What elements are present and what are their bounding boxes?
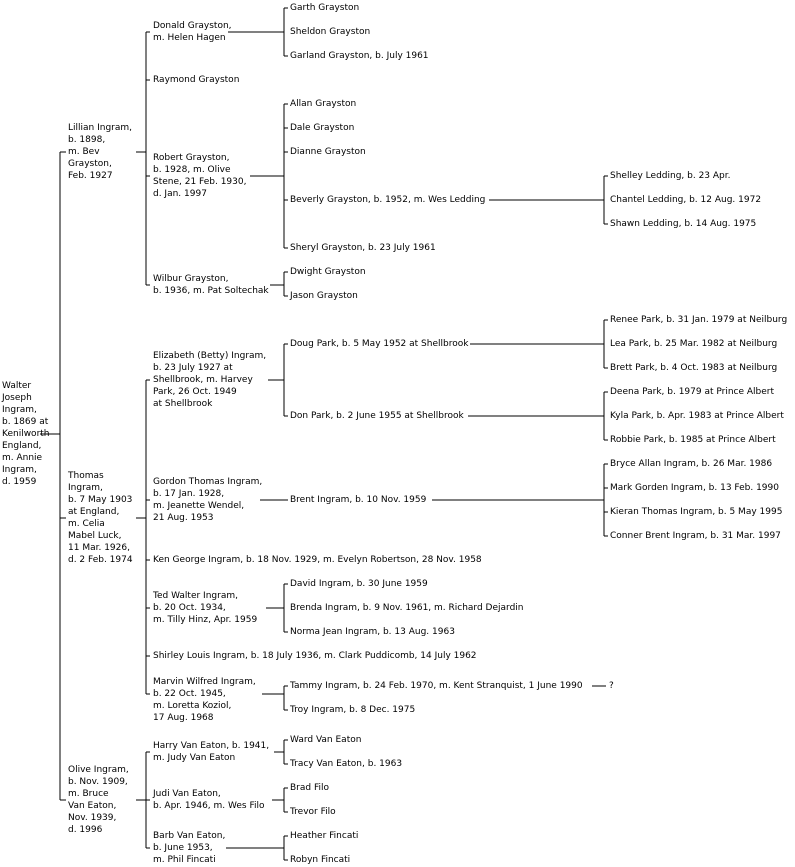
person-dianne: Dianne Grayston: [290, 147, 366, 157]
person-deena: Deena Park, b. 1979 at Prince Albert: [610, 387, 775, 397]
person-brett: Brett Park, b. 4 Oct. 1983 at Neilburg: [610, 363, 778, 373]
person-sheldon: Sheldon Grayston: [290, 27, 371, 37]
person-troy: Troy Ingram, b. 8 Dec. 1975: [290, 705, 416, 715]
person-donald: Donald Grayston, m. Helen Hagen: [153, 21, 232, 43]
unknown-spouse-marker: ?: [609, 681, 614, 691]
person-allan: Allan Grayston: [290, 99, 357, 109]
person-garth: Garth Grayston: [290, 3, 360, 13]
person-robert: Robert Grayston, b. 1928, m. Olive Stene, 21 Feb. 1930, d. Jan. 1997: [153, 153, 247, 199]
person-elizabeth: Elizabeth (Betty) Ingram, b. 23 July 1927 at Shellbrook, m. Harvey Park, 26 Oct. 1949 at Shellbrook: [153, 351, 267, 409]
person-robbie: Robbie Park, b. 1985 at Prince Albert: [610, 435, 776, 445]
person-ted: Ted Walter Ingram, b. 20 Oct. 1934, m. Tilly Hinz, Apr. 1959: [153, 591, 258, 625]
person-mark: Mark Gorden Ingram, b. 13 Feb. 1990: [610, 483, 779, 493]
person-jason: Jason Grayston: [290, 291, 358, 301]
person-harry: Harry Van Eaton, b. 1941, m. Judy Van Eaton: [153, 741, 270, 763]
person-conner: Conner Brent Ingram, b. 31 Mar. 1997: [610, 531, 781, 541]
person-sheryl: Sheryl Grayston, b. 23 July 1961: [290, 243, 436, 253]
person-norma: Norma Jean Ingram, b. 13 Aug. 1963: [290, 627, 455, 637]
person-dwight: Dwight Grayston: [290, 267, 366, 277]
person-brenda: Brenda Ingram, b. 9 Nov. 1961, m. Richard Dejardin: [290, 603, 524, 613]
person-thomas: Thomas Ingram, b. 7 May 1903 at England, m. Celia Mabel Luck, 11 Mar. 1926, d. 2 Feb. 1974: [68, 471, 133, 565]
person-trevor: Trevor Filo: [290, 807, 336, 817]
person-marvin: Marvin Wilfred Ingram, b. 22 Oct. 1945, m. Loretta Koziol, 17 Aug. 1968: [153, 677, 256, 723]
person-barb: Barb Van Eaton, b. June 1953, m. Phil Fincati: [153, 831, 226, 865]
person-ken: Ken George Ingram, b. 18 Nov. 1929, m. Evelyn Robertson, 28 Nov. 1958: [153, 555, 482, 565]
person-beverly: Beverly Grayston, b. 1952, m. Wes Ledding: [290, 195, 486, 205]
person-brad: Brad Filo: [290, 783, 329, 793]
person-gordon: Gordon Thomas Ingram, b. 17 Jan. 1928, m. Jeanette Wendel, 21 Aug. 1953: [153, 477, 263, 523]
person-olive: Olive Ingram, b. Nov. 1909, m. Bruce Van Eaton, Nov. 1939, d. 1996: [68, 765, 129, 835]
person-doug: Doug Park, b. 5 May 1952 at Shellbrook: [290, 339, 469, 349]
person-walter: Walter Joseph Ingram, b. 1869 at Kenilworth England, m. Annie Ingram, d. 1959: [2, 381, 50, 487]
person-garland: Garland Grayston, b. July 1961: [290, 51, 429, 61]
person-renee: Renee Park, b. 31 Jan. 1979 at Neilburg: [610, 315, 788, 325]
person-kyla: Kyla Park, b. Apr. 1983 at Prince Albert: [610, 411, 784, 421]
person-tammy: Tammy Ingram, b. 24 Feb. 1970, m. Kent Stranquist, 1 June 1990: [290, 681, 583, 691]
person-wilbur: Wilbur Grayston, b. 1936, m. Pat Soltechak: [153, 274, 269, 296]
person-shawn: Shawn Ledding, b. 14 Aug. 1975: [610, 219, 757, 229]
person-raymond: Raymond Grayston: [153, 75, 240, 85]
person-chantel: Chantel Ledding, b. 12 Aug. 1972: [610, 195, 762, 205]
person-robyn: Robyn Fincati: [290, 855, 351, 865]
person-judi: Judi Van Eaton, b. Apr. 1946, m. Wes Filo: [153, 789, 265, 811]
person-don: Don Park, b. 2 June 1955 at Shellbrook: [290, 411, 464, 421]
person-lillian: Lillian Ingram, b. 1898, m. Bev Grayston, Feb. 1927: [68, 123, 133, 181]
person-lea: Lea Park, b. 25 Mar. 1982 at Neilburg: [610, 339, 778, 349]
person-heather: Heather Fincati: [290, 831, 359, 841]
person-brent: Brent Ingram, b. 10 Nov. 1959: [290, 495, 427, 505]
person-kieran: Kieran Thomas Ingram, b. 5 May 1995: [610, 507, 783, 517]
person-dale: Dale Grayston: [290, 123, 355, 133]
person-shelley: Shelley Ledding, b. 23 Apr.: [610, 171, 731, 181]
person-ward: Ward Van Eaton: [290, 735, 362, 745]
person-shirley: Shirley Louis Ingram, b. 18 July 1936, m. Clark Puddicomb, 14 July 1962: [153, 651, 477, 661]
person-tracy: Tracy Van Eaton, b. 1963: [290, 759, 403, 769]
person-david: David Ingram, b. 30 June 1959: [290, 579, 428, 589]
person-bryce: Bryce Allan Ingram, b. 26 Mar. 1986: [610, 459, 773, 469]
